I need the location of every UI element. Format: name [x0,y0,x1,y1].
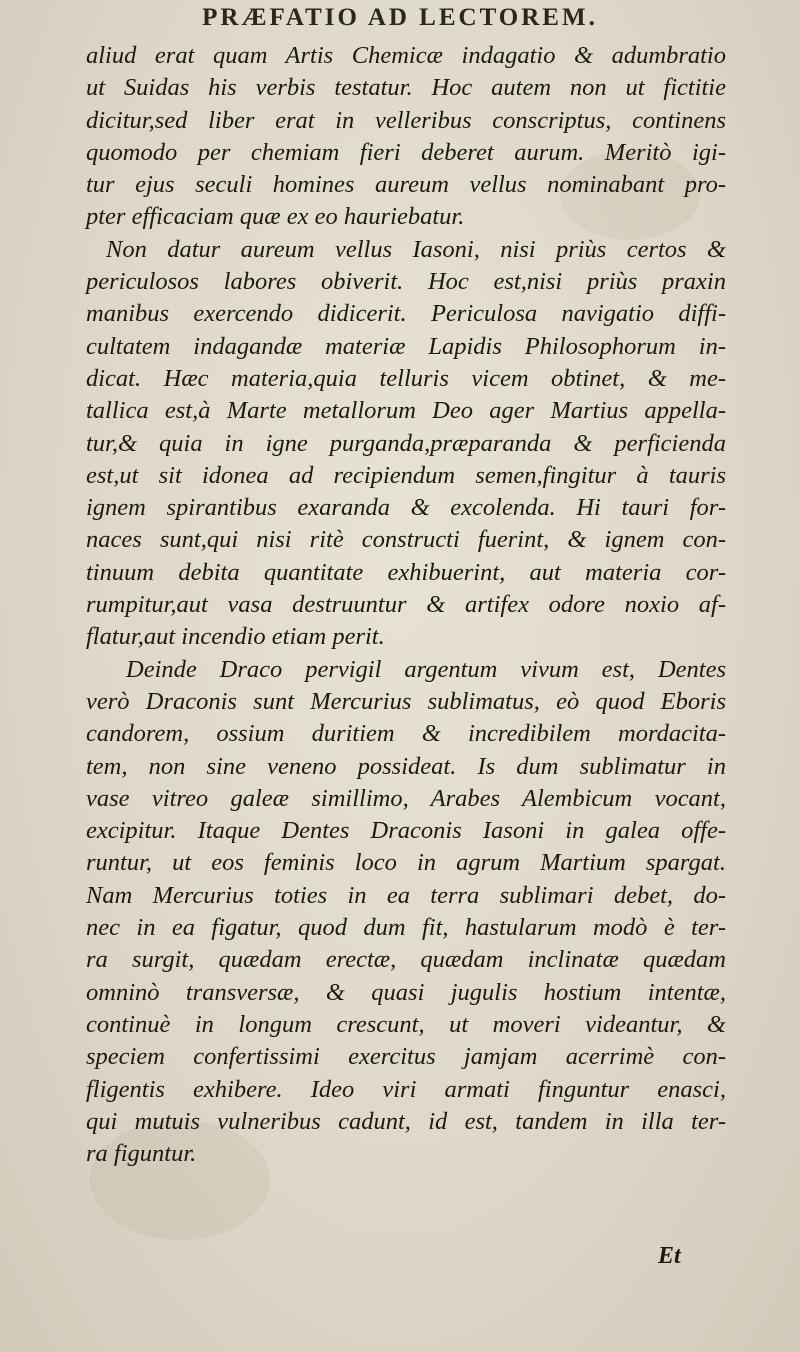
running-title: PRÆFATIO AD LECTOREM. [202,4,598,31]
text-line: fligentis exhibere. Ideo viri armati finguntur enasci, [86,1075,726,1103]
body-text [86,40,726,1170]
text-line: pter efficaciam quæ ex eo hauriebatur. [86,203,465,231]
text-line: quomodo per chemiam fieri deberet aurum. Meritò igi- [86,138,726,166]
text-line: excipitur. Itaque Dentes Draconis Iasoni in galea offe- [86,817,726,845]
text-line: manibus exercendo didicerit. Periculosa navigatio diffi- [86,300,726,328]
text-line: dicitur,sed liber erat in velleribus conscriptus, continens [86,106,726,134]
text-line: ra figuntur. [86,1140,197,1168]
text-line: omninò transversæ, & quasi jugulis hostium intentæ, [86,978,726,1006]
text-line: cultatem indagandæ materiæ Lapidis Philosophorum in- [86,332,726,360]
text-line: periculosos labores obiverit. Hoc est,nisi priùs praxin [86,268,726,296]
catchword: Et [658,1243,681,1269]
text-line: naces sunt,qui nisi ritè constructi fuerint, & ignem con- [86,526,726,554]
text-line: ignem spirantibus exaranda & excolenda. Hi tauri for- [86,494,726,522]
text-line: dicat. Hæc materia,quia telluris vicem obtinet, & me- [86,364,726,392]
text-line: speciem confertissimi exercitus jamjam acerrimè con- [86,1043,726,1071]
text-line: tinuum debita quantitate exhibuerint, aut materia cor- [86,558,726,586]
paragraph-3 [86,654,726,1171]
text-line: ra surgit, quædam erectæ, quædam inclinatæ quædam [86,946,726,974]
text-line: runtur, ut eos feminis loco in agrum Martium spargat. [86,849,726,877]
text-line: aliud erat quam Artis Chemicæ indagatio & adumbratio [86,42,726,69]
text-line: ut Suidas his verbis testatur. Hoc autem non ut fictitie [86,74,726,102]
text-line: tur ejus seculi homines aureum vellus nominabant pro- [86,171,726,199]
text-line: Non datur aureum vellus Iasoni, nisi priùs certos & [106,235,726,263]
paragraph-2 [86,234,726,654]
text-line: est,ut sit idonea ad recipiendum semen,fingitur à tauris [86,461,726,489]
text-line: Deinde Draco pervigil argentum vivum est, Dentes [126,655,726,683]
text-line: tallica est,à Marte metallorum Deo ager Martius appella- [86,397,726,425]
text-line: continuè in longum crescunt, ut moveri videantur, & [86,1010,726,1038]
text-line: rumpitur,aut vasa destruuntur & artifex odore noxio af- [86,591,726,619]
text-line: tem, non sine veneno possideat. Is dum sublimatur in [86,752,726,780]
text-line: Nam Mercurius toties in ea terra sublimari debet, do- [86,881,726,909]
text-line: candorem, ossium duritiem & incredibilem mordacita- [86,720,726,748]
text-line: verò Draconis sunt Mercurius sublimatus, eò quod Eboris [86,687,726,715]
paragraph-1 [86,40,726,234]
text-line: qui mutuis vulneribus cadunt, id est, tandem in illa ter- [86,1107,726,1135]
text-line: flatur,aut incendio etiam perit. [86,623,385,651]
text-line: tur,& quia in igne purganda,præparanda & perficienda [86,429,726,457]
text-line: vase vitreo galeæ simillimo, Arabes Alembicum vocant, [86,784,726,812]
text-line: nec in ea figatur, quod dum fit, hastularum modò è ter- [86,914,726,942]
